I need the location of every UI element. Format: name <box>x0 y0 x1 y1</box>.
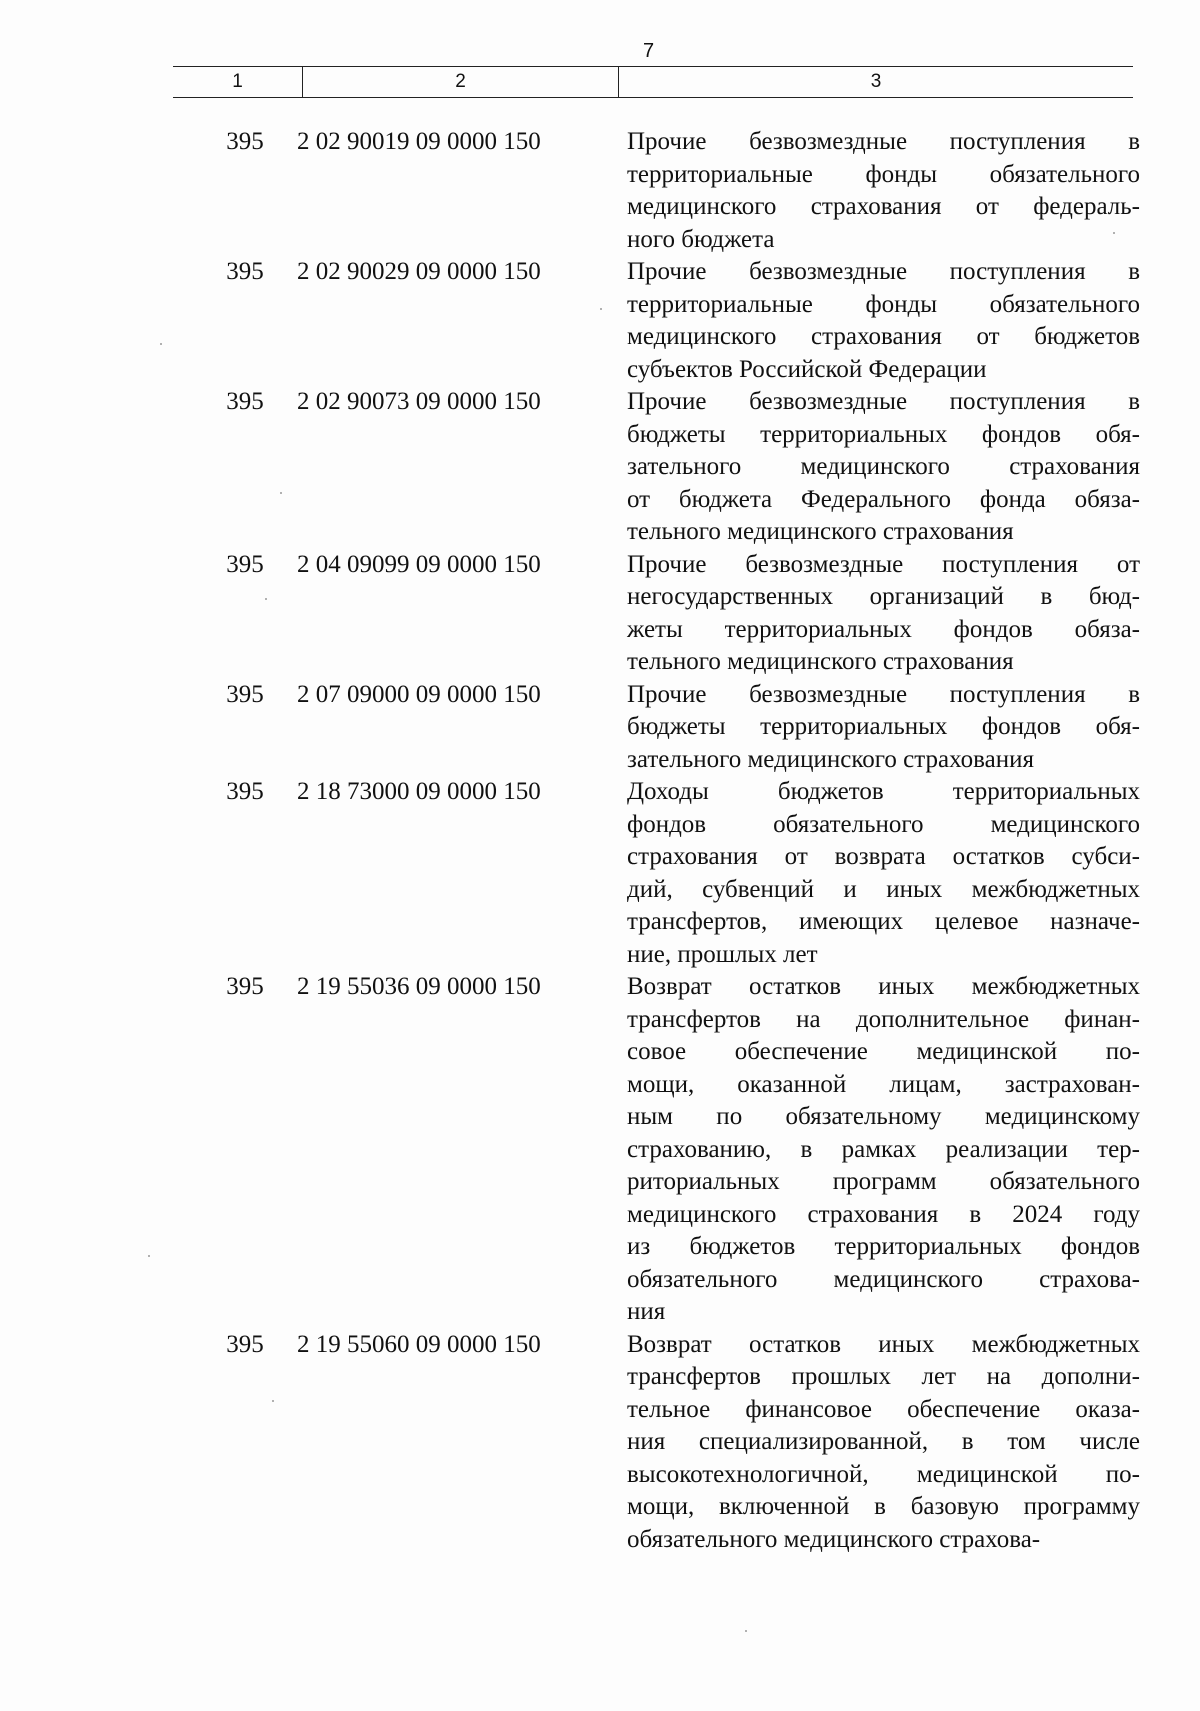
description-line: жеты территориальных фондов обяза- <box>627 615 1140 643</box>
description-line: ние, прошлых лет <box>627 940 818 968</box>
description-line: Возврат остатков иных межбюджетных <box>627 973 1140 1000</box>
table-row <box>195 126 1140 256</box>
description-line: обязательного медицинского страхова- <box>627 1525 1041 1553</box>
revenue-code-cell: 2 02 90019 09 0000 150 <box>297 128 541 155</box>
table-row <box>195 256 1140 386</box>
description-line: территориальные фонды обязательного <box>627 290 1140 318</box>
description-line: тельного медицинского страхования <box>627 648 1014 675</box>
table-row <box>195 549 1140 679</box>
description-line: медицинского страхования от федераль- <box>627 193 1140 220</box>
table-row <box>195 971 1140 1329</box>
description-line: страхования от возврата остатков субси- <box>627 843 1140 870</box>
description-line: Прочие безвозмездные поступления от <box>627 550 1140 578</box>
admin-code-cell: 395 <box>226 973 264 1000</box>
description-line: страхованию, в рамках реализации тер- <box>627 1135 1140 1163</box>
description-line: тельное финансовое обеспечение оказа- <box>627 1395 1140 1423</box>
description-line: медицинского страхования от бюджетов <box>627 323 1140 350</box>
revenue-code-cell: 2 19 55060 09 0000 150 <box>297 1330 541 1358</box>
description-line: бюджеты территориальных фондов обя- <box>627 420 1140 448</box>
description-line: дий, субвенций и иных межбюджетных <box>627 875 1140 903</box>
revenue-code-cell: 2 19 55036 09 0000 150 <box>297 973 541 1000</box>
description-line: бюджеты территориальных фондов обя- <box>627 713 1140 740</box>
page-number: 7 <box>643 40 655 62</box>
admin-code-cell: 395 <box>226 258 264 285</box>
description-line: зательного медицинского страхования <box>627 745 1034 773</box>
description-line: совое обеспечение медицинской по- <box>627 1038 1140 1065</box>
description-line: ния специализированной, в том числе <box>627 1428 1140 1455</box>
admin-code-cell: 395 <box>226 128 264 155</box>
description-line: тельного медицинского страхования <box>627 518 1014 545</box>
table-row <box>195 1329 1140 1557</box>
table-row <box>195 386 1140 549</box>
description-line: ным по обязательному медицинскому <box>627 1103 1140 1130</box>
description-line: трансфертов прошлых лет на дополни- <box>627 1363 1140 1390</box>
revenue-code-cell: 2 02 90073 09 0000 150 <box>297 388 541 415</box>
description-line: мощи, включенной в базовую программу <box>627 1493 1140 1520</box>
admin-code-cell: 395 <box>226 778 264 805</box>
description-line: трансфертов, имеющих целевое назначе- <box>627 908 1140 935</box>
revenue-code-cell: 2 07 09000 09 0000 150 <box>297 680 541 708</box>
description-line: ния <box>627 1298 666 1325</box>
description-cell <box>627 549 1140 679</box>
description-line: Доходы бюджетов территориальных <box>627 778 1140 805</box>
table-row <box>195 776 1140 971</box>
description-cell <box>627 386 1140 549</box>
scan-speck <box>280 492 282 494</box>
description-line: от бюджета Федерального фонда обяза- <box>627 485 1140 513</box>
column-header-1: 1 <box>173 67 303 97</box>
scan-speck <box>1113 232 1115 234</box>
admin-code-cell: 395 <box>226 550 264 578</box>
admin-code-cell: 395 <box>226 1330 264 1358</box>
scan-speck <box>265 598 267 600</box>
description-line: из бюджетов территориальных фондов <box>627 1233 1140 1260</box>
scan-speck <box>160 343 162 345</box>
description-line: трансфертов на дополнительное финан- <box>627 1005 1140 1033</box>
description-cell <box>627 126 1140 256</box>
description-cell <box>627 971 1140 1329</box>
description-line: Прочие безвозмездные поступления в <box>627 128 1140 155</box>
description-cell <box>627 256 1140 386</box>
scan-speck <box>148 1255 150 1257</box>
description-cell <box>627 776 1140 971</box>
description-line: риториальных программ обязательного <box>627 1168 1140 1195</box>
table-row <box>195 679 1140 777</box>
revenue-code-cell: 2 18 73000 09 0000 150 <box>297 778 541 805</box>
description-line: территориальные фонды обязательного <box>627 160 1140 188</box>
description-line: медицинского страхования в 2024 году <box>627 1200 1140 1228</box>
description-line: Прочие безвозмездные поступления в <box>627 388 1140 415</box>
description-line: зательного медицинского страхования <box>627 453 1140 480</box>
description-line: субъектов Российской Федерации <box>627 355 987 383</box>
description-line: фондов обязательного медицинского <box>627 810 1140 838</box>
scan-speck <box>745 1630 747 1632</box>
revenue-code-cell: 2 04 09099 09 0000 150 <box>297 550 541 578</box>
description-line: Прочие безвозмездные поступления в <box>627 680 1140 708</box>
column-header-2: 2 <box>303 67 619 97</box>
scan-speck <box>272 1400 274 1402</box>
table-body <box>195 126 1140 1556</box>
admin-code-cell: 395 <box>226 388 264 415</box>
description-line: обязательного медицинского страхова- <box>627 1265 1140 1293</box>
description-line: Прочие безвозмездные поступления в <box>627 258 1140 285</box>
admin-code-cell: 395 <box>226 680 264 708</box>
description-line: Возврат остатков иных межбюджетных <box>627 1330 1140 1358</box>
description-cell <box>627 1329 1140 1557</box>
description-line: негосударственных организаций в бюд- <box>627 583 1140 610</box>
description-line: высокотехнологичной, медицинской по- <box>627 1460 1140 1488</box>
revenue-code-cell: 2 02 90029 09 0000 150 <box>297 258 541 285</box>
description-line: ного бюджета <box>627 225 775 253</box>
scan-speck <box>600 308 602 310</box>
table-column-header <box>173 66 1133 98</box>
column-header-3: 3 <box>870 71 882 92</box>
description-line: мощи, оказанной лицам, застрахован- <box>627 1070 1140 1098</box>
description-cell <box>627 679 1140 777</box>
